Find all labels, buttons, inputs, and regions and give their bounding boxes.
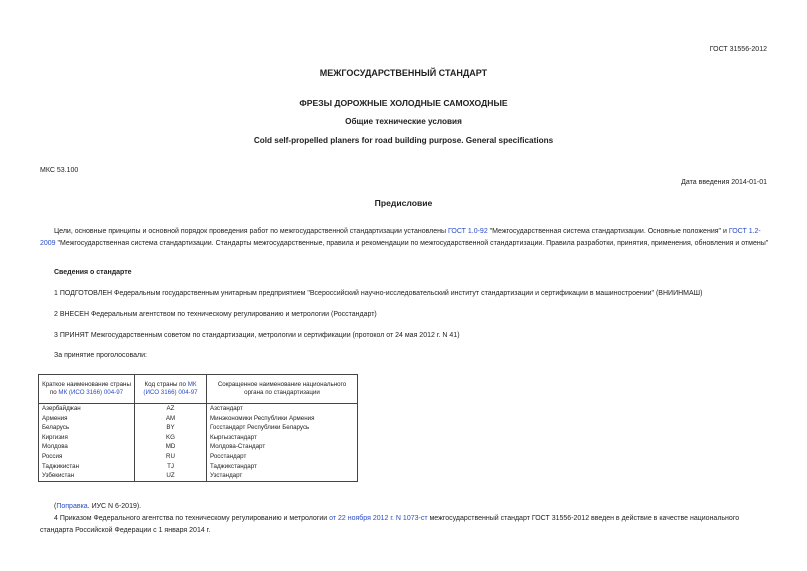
voting-states-table — [38, 374, 358, 482]
country-cell: Молдова — [39, 442, 135, 452]
country-cell: Таджикистан — [39, 462, 135, 472]
column-header-country: Краткое наименование страны по МК (ИСО 3166) 004-97 — [39, 375, 135, 404]
table-row — [39, 414, 358, 424]
code-cell: TJ — [135, 462, 207, 472]
table-row — [39, 452, 358, 462]
mk-iso-3166-code-link[interactable]: МК (ИСО 3166) 004-97 — [143, 381, 198, 396]
table-row — [39, 471, 358, 481]
body-cell: Таджикстандарт — [207, 462, 358, 472]
table-row — [39, 462, 358, 472]
standard-info-heading: Сведения о стандарте — [54, 269, 132, 276]
column-header-body: Сокращенное наименование национального органа по стандартизации — [207, 375, 358, 404]
table-row — [39, 433, 358, 443]
body-cell: Росстандарт — [207, 452, 358, 462]
amendment-note: (Поправка. ИУС N 6-2019). — [54, 503, 142, 510]
code-cell: MD — [135, 442, 207, 452]
code-cell: UZ — [135, 471, 207, 481]
country-cell: Киргизия — [39, 433, 135, 443]
voted-label: За принятие проголосовали: — [54, 352, 147, 359]
amendment-link[interactable]: Поправка — [56, 503, 88, 510]
code-cell: KG — [135, 433, 207, 443]
table-row — [39, 423, 358, 433]
info-item-prepared: 1 ПОДГОТОВЛЕН Федеральным государственным унитарным предприятием "Всероссийский научно-исследовательский институт стандартизации и сертификации в машиностроении" (ВНИИНМАШ) — [54, 290, 703, 297]
mk-iso-3166-link[interactable]: МК (ИСО 3166) 004-97 — [58, 389, 124, 396]
code-cell: AZ — [135, 404, 207, 414]
table-row — [39, 442, 358, 452]
table-row — [39, 404, 358, 414]
preface-heading: Предисловие — [374, 198, 433, 208]
code-cell: RU — [135, 452, 207, 462]
english-title: Cold self-propelled planers for road building purpose. General specifications — [253, 136, 554, 145]
gost-1-0-92-link[interactable]: ГОСТ 1.0-92 — [447, 228, 488, 235]
country-cell: Россия — [39, 452, 135, 462]
gost-1-2-2009-link[interactable]: ГОСТ 1.2-2009 — [40, 228, 761, 247]
code-cell: AM — [135, 414, 207, 424]
info-item-enacted: 4 Приказом Федерального агентства по техническому регулированию и метрологии от 22 ноября 2012 г. N 1073-ст межгосударственный стандарт ГОСТ 31556-2012 введен в действие в качестве национального стандарта Российской Федерации с 1 января 2014 г. — [40, 515, 740, 534]
body-cell: Молдова-Стандарт — [207, 442, 358, 452]
info-item-introduced: 2 ВНЕСЕН Федеральным агентством по техническому регулированию и метрологии (Росстандарт) — [54, 311, 377, 318]
body-cell: Узстандарт — [207, 471, 358, 481]
document-subtitle: Общие технические условия — [345, 117, 462, 126]
code-cell: BY — [135, 423, 207, 433]
country-cell: Узбекистан — [39, 471, 135, 481]
info-item-adopted: 3 ПРИНЯТ Межгосударственным советом по стандартизации, метрологии и сертификации (протокол от 24 мая 2012 г. N 41) — [54, 332, 460, 339]
table-header-row — [39, 375, 358, 404]
standard-type-title: МЕЖГОСУДАРСТВЕННЫЙ СТАНДАРТ — [319, 68, 488, 78]
body-cell: Азстандарт — [207, 404, 358, 414]
preface-paragraph: Цели, основные принципы и основной порядок проведения работ по межгосударственной стандартизации установлены ГОСТ 1.0-92 "Межгосударственная система стандартизации. Основные положения" и ГОСТ 1.2-2009 "Межгосударственная система стандартизации. Стандарты межгосударственные, правила и рекомендации по межгосударственной стандартизации. Правила разработки, принятия, применения, обновления и отмены" — [40, 228, 769, 247]
introduction-date: Дата введения 2014-01-01 — [681, 179, 767, 186]
country-cell: Азербайджан — [39, 404, 135, 414]
order-date-link[interactable]: от 22 ноября 2012 г. N 1073-ст — [329, 515, 428, 522]
body-cell: Минэкономики Республики Армения — [207, 414, 358, 424]
country-cell: Армения — [39, 414, 135, 424]
document-code: ГОСТ 31556-2012 — [709, 46, 767, 53]
body-cell: Госстандарт Республики Беларусь — [207, 423, 358, 433]
body-cell: Кыргызстандарт — [207, 433, 358, 443]
document-title: ФРЕЗЫ ДОРОЖНЫЕ ХОЛОДНЫЕ САМОХОДНЫЕ — [299, 98, 508, 108]
country-cell: Беларусь — [39, 423, 135, 433]
column-header-code: Код страны по МК (ИСО 3166) 004-97 — [135, 375, 207, 404]
mks-code: МКС 53.100 — [40, 167, 79, 174]
